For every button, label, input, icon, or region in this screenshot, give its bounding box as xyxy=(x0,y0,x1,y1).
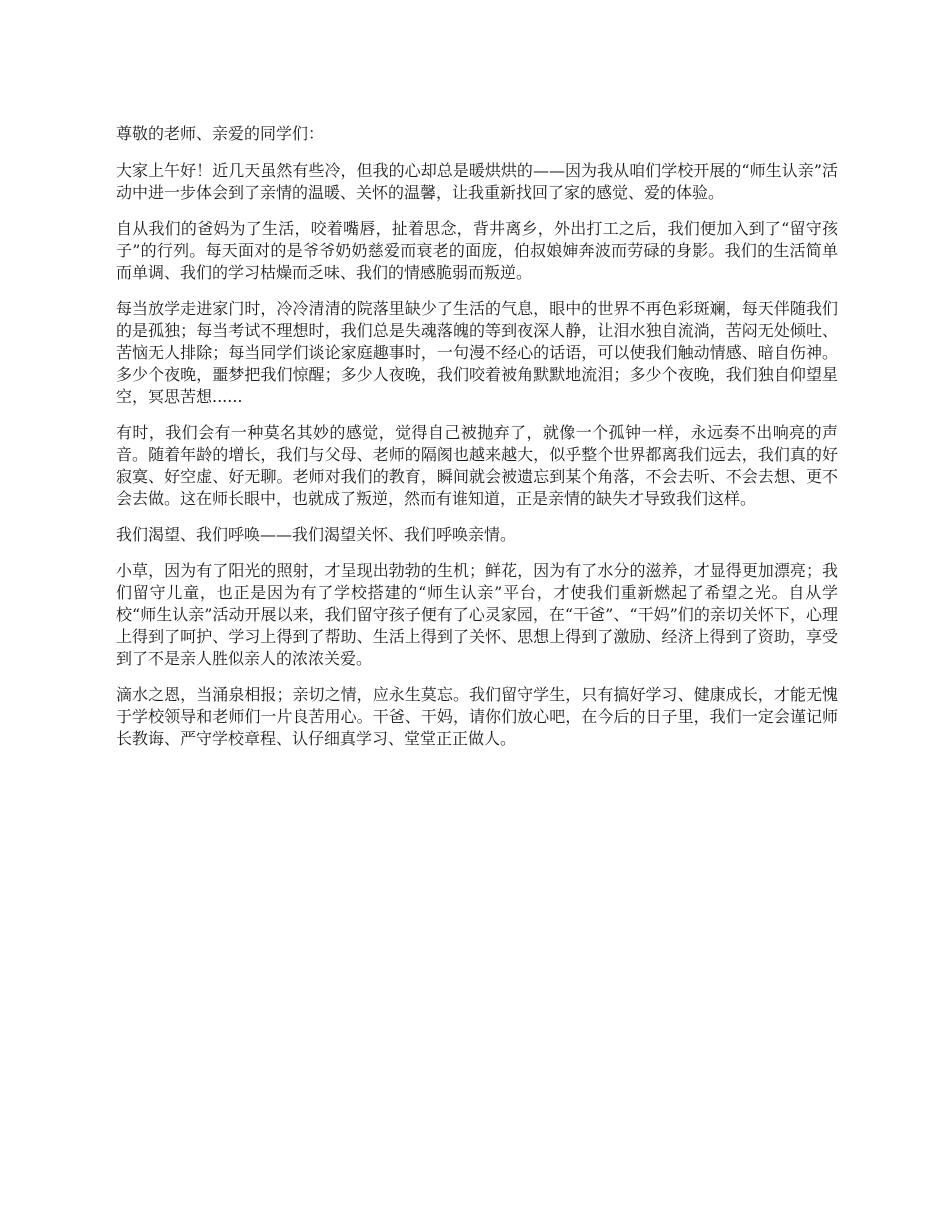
paragraph-abandoned: 有时，我们会有一种莫名其妙的感觉，觉得自己被抛弃了，就像一个孤钟一样，永远奏不出响亮的声音。随着年龄的增长，我们与父母、老师的隔阂也越来越大，似乎整个世界都离我们远去，我们真的好寂寞、好空虚、好无聊。老师对我们的教育，瞬间就会被遗忘到某个角落，不会去听、不会去想、更不会去做。这在师长眼中，也就成了叛逆，然而有谁知道，正是亲情的缺失才导致我们这样。 xyxy=(116,423,838,508)
paragraph-greeting: 大家上午好！近几天虽然有些冷，但我的心却总是暖烘烘的——因为我从咱们学校开展的“师生认亲”活动中进一步体会到了亲情的温暖、关怀的温馨，让我重新找回了家的感觉、爱的体验。 xyxy=(116,161,838,202)
document-body xyxy=(116,123,838,764)
paragraph-gratitude: 滴水之恩，当涌泉相报；亲切之情，应永生莫忘。我们留守学生，只有搞好学习、健康成长，才能无愧于学校领导和老师们一片良苦用心。干爸、干妈，请你们放心吧，在今后的日子里，我们一定会谨记师长教诲、严守学校章程、认仔细真学习、堂堂正正做人。 xyxy=(116,685,838,748)
paragraph-care-platform: 小草，因为有了阳光的照射，才呈现出勃勃的生机；鲜花，因为有了水分的滋养，才显得更加漂亮；我们留守儿童，也正是因为有了学校搭建的“师生认亲”平台，才使我们重新燃起了希望之光。自从学校“师生认亲”活动开展以来，我们留守孩子便有了心灵家园，在“干爸”、“干妈”们的亲切关怀下，心理上得到了呵护、学习上得到了帮助、生活上得到了关怀、思想上得到了激励、经济上得到了资助，享受到了不是亲人胜似亲人的浓浓关爱。 xyxy=(116,561,838,668)
paragraph-longing: 我们渴望、我们呼唤——我们渴望关怀、我们呼唤亲情。 xyxy=(116,525,517,544)
paragraph-left-behind: 自从我们的爸妈为了生活，咬着嘴唇，扯着思念，背井离乡，外出打工之后，我们便加入到了“留守孩子”的行列。每天面对的是爷爷奶奶慈爱而衰老的面庞，伯叔娘婶奔波而劳碌的身影。我们的生活简单而单调、我们的学习枯燥而乏味、我们的情感脆弱而叛逆。 xyxy=(116,219,838,282)
salutation: 尊敬的老师、亲爱的同学们： xyxy=(116,124,325,143)
paragraph-loneliness: 每当放学走进家门时，冷冷清清的院落里缺少了生活的气息，眼中的世界不再色彩斑斓，每天伴随我们的是孤独；每当考试不理想时，我们总是失魂落魄的等到夜深人静，让泪水独自流淌，苦闷无处倾吐、苦恼无人排除；每当同学们谈论家庭趣事时，一句漫不经心的话语，可以使我们触动情感、暗自伤神。多少个夜晚，噩梦把我们惊醒；多少人夜晚，我们咬着被角默默地流泪；多少个夜晚，我们独自仰望星空，冥思苦想...... xyxy=(116,299,838,406)
